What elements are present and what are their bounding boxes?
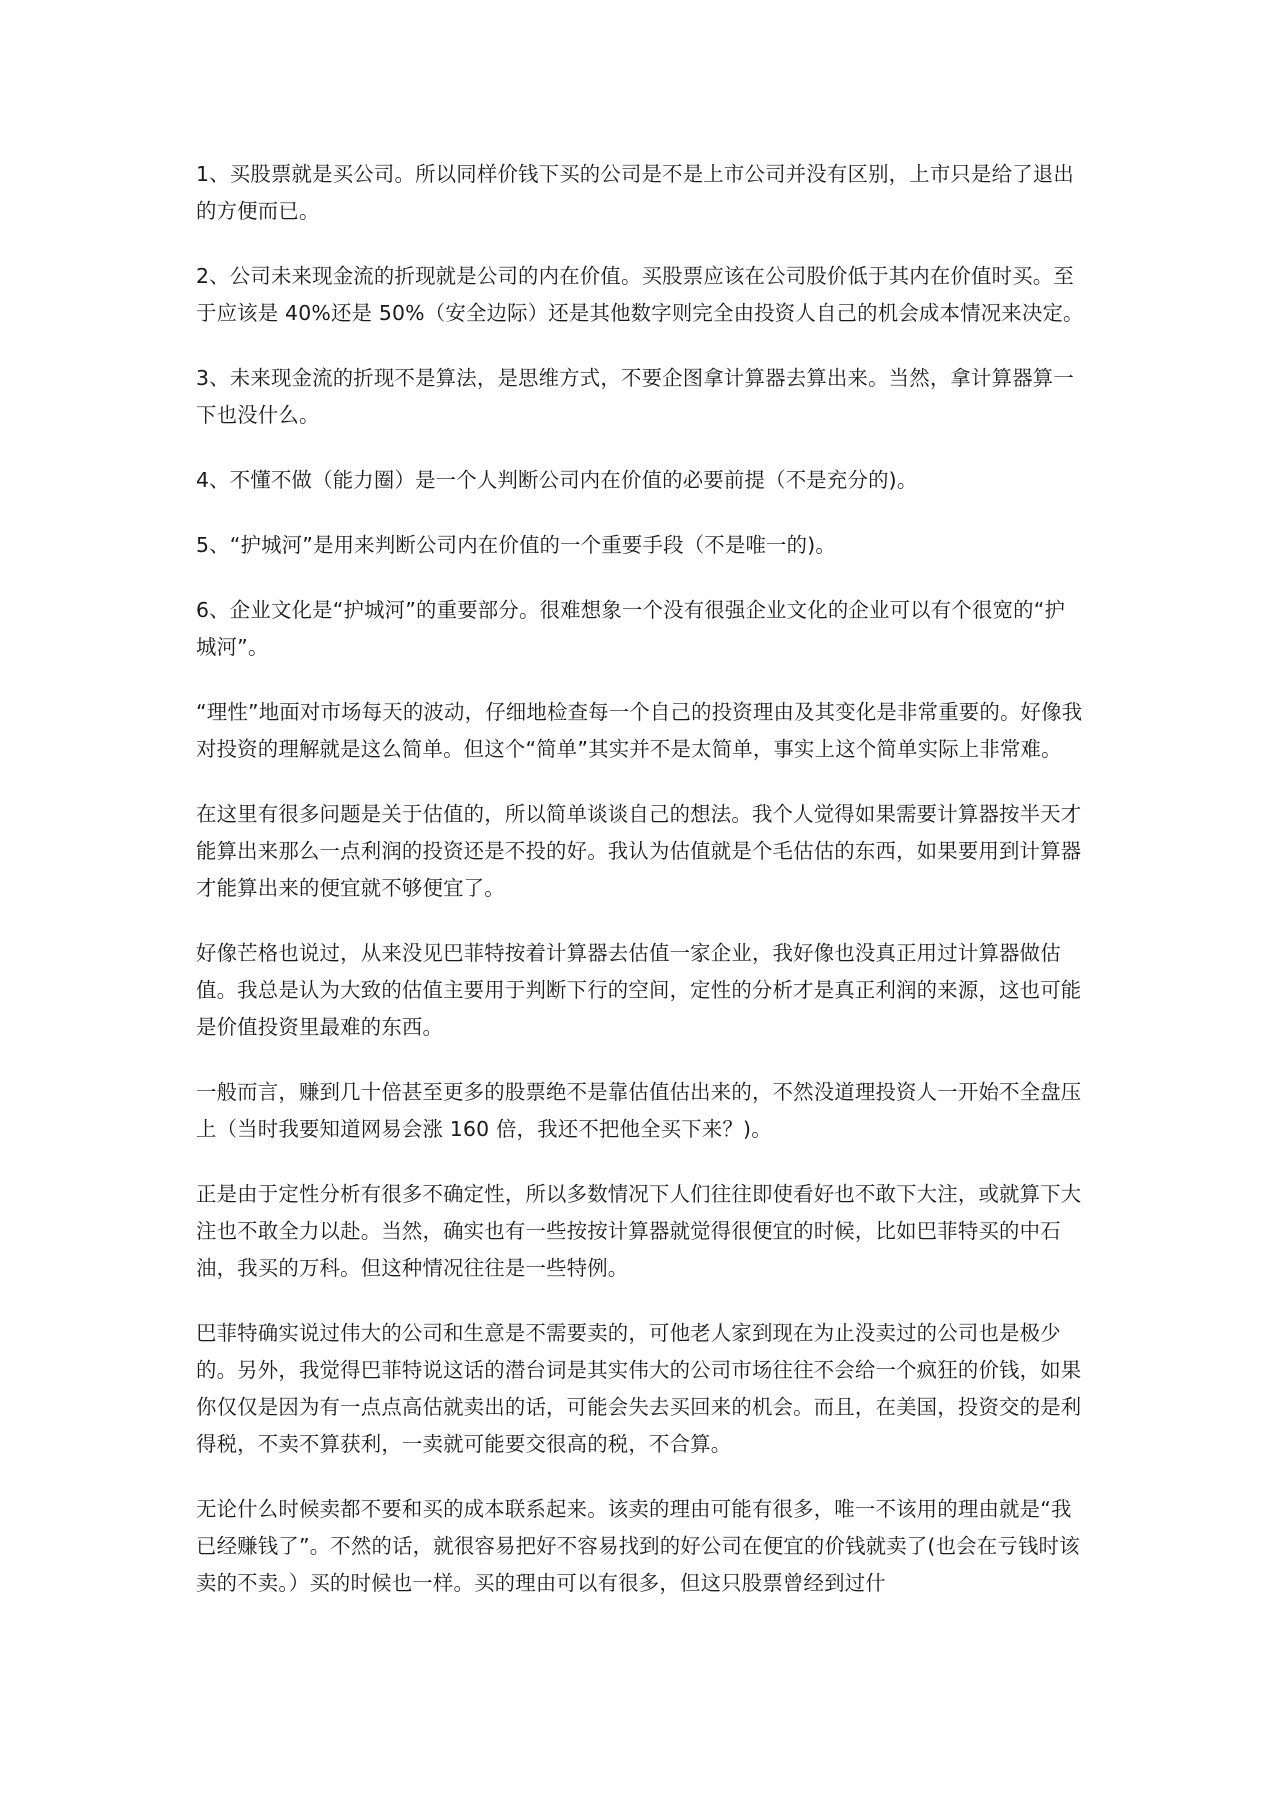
- paragraph-10: 一般而言，赚到几十倍甚至更多的股票绝不是靠估值估出来的，不然没道理投资人一开始不全盘压上（当时我要知道网易会涨 160 倍，我还不把他全买下来？)。: [196, 1080, 1082, 1141]
- paragraph-9: 好像芒格也说过，从来没见巴菲特按着计算器去估值一家企业，我好像也没真正用过计算器做估值。我总是认为大致的估值主要用于判断下行的空间，定性的分析才是真正利润的来源，这也可能是价值投资里最难的东西。: [196, 941, 1082, 1039]
- paragraph-12: 巴菲特确实说过伟大的公司和生意是不需要卖的，可他老人家到现在为止没卖过的公司也是极少的。另外，我觉得巴菲特说这话的潜台词是其实伟大的公司市场往往不会给一个疯狂的价钱，如果你仅仅是因为有一点点高估就卖出的话，可能会失去买回来的机会。而且，在美国，投资交的是利得税，不卖不算获利，一卖就可能要交很高的税，不合算。: [196, 1321, 1082, 1456]
- paragraph-1: 1、买股票就是买公司。所以同样价钱下买的公司是不是上市公司并没有区别，上市只是给了退出的方便而已。: [196, 162, 1074, 223]
- paragraph-2: 2、公司未来现金流的折现就是公司的内在价值。买股票应该在公司股价低于其内在价值时买。至于应该是 40%还是 50%（安全边际）还是其他数字则完全由投资人自己的机会成本情况来决定。: [196, 264, 1084, 325]
- paragraph-6: 6、企业文化是“护城河”的重要部分。很难想象一个没有很强企业文化的企业可以有个很宽的“护城河”。: [196, 598, 1066, 659]
- paragraph-7: “理性”地面对市场每天的波动，仔细地检查每一个自己的投资理由及其变化是非常重要的。好像我对投资的理解就是这么简单。但这个“简单”其实并不是太简单，事实上这个简单实际上非常难。: [196, 700, 1083, 761]
- paragraph-4: 4、不懂不做（能力圈）是一个人判断公司内在价值的必要前提（不是充分的)。: [196, 468, 918, 492]
- paragraph-5: 5、“护城河”是用来判断公司内在价值的一个重要手段（不是唯一的)。: [196, 533, 836, 557]
- paragraph-11: 正是由于定性分析有很多不确定性，所以多数情况下人们往往即使看好也不敢下大注，或就算下大注也不敢全力以赴。当然，确实也有一些按按计算器就觉得很便宜的时候，比如巴菲特买的中石油，我买的万科。但这种情况往往是一些特例。: [196, 1182, 1082, 1280]
- paragraph-13: 无论什么时候卖都不要和买的成本联系起来。该卖的理由可能有很多，唯一不该用的理由就是“我已经赚钱了”。不然的话，就很容易把好不容易找到的好公司在便宜的价钱就卖了(也会在亏钱时该卖的不卖。）买的时候也一样。买的理由可以有很多，但这只股票曾经到过什: [196, 1497, 1080, 1595]
- document-body: [196, 156, 1084, 1630]
- paragraph-3: 3、未来现金流的折现不是算法，是思维方式，不要企图拿计算器去算出来。当然，拿计算器算一下也没什么。: [196, 366, 1074, 427]
- paragraph-8: 在这里有很多问题是关于估值的，所以简单谈谈自己的想法。我个人觉得如果需要计算器按半天才能算出来那么一点利润的投资还是不投的好。我认为估值就是个毛估估的东西，如果要用到计算器才能算出来的便宜就不够便宜了。: [196, 802, 1082, 900]
